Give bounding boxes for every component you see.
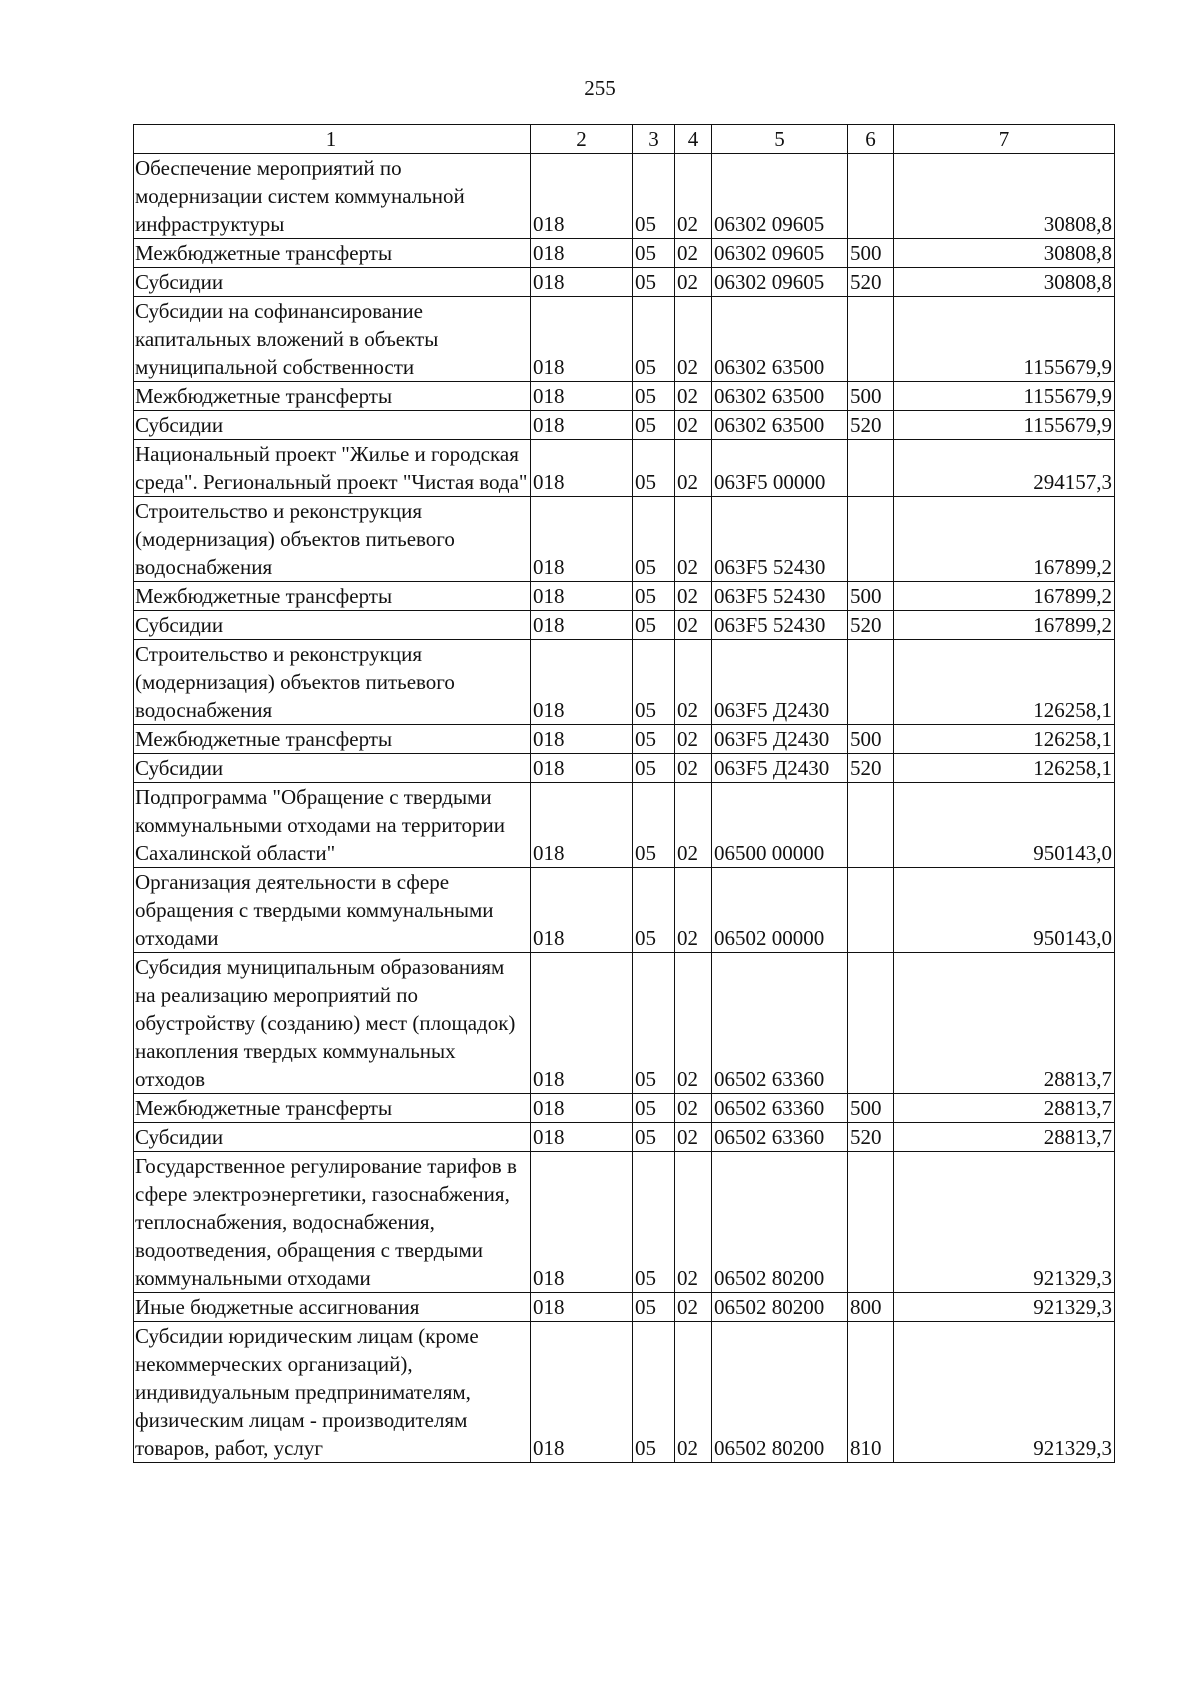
target-article-cell: 06302 09605 bbox=[712, 268, 848, 297]
column-header: 1 bbox=[134, 125, 531, 154]
ministry-code-cell: 018 bbox=[531, 382, 633, 411]
section-cell: 05 bbox=[633, 1293, 675, 1322]
section-cell: 05 bbox=[633, 783, 675, 868]
item-name-cell: Межбюджетные трансферты bbox=[134, 582, 531, 611]
ministry-code-cell: 018 bbox=[531, 1152, 633, 1293]
item-name-cell: Субсидии bbox=[134, 268, 531, 297]
table-row bbox=[134, 582, 1115, 611]
target-article-cell: 06500 00000 bbox=[712, 783, 848, 868]
section-cell: 05 bbox=[633, 497, 675, 582]
item-name-cell: Строительство и реконструкция (модернизация) объектов питьевого водоснабжения bbox=[134, 640, 531, 725]
section-cell: 05 bbox=[633, 1322, 675, 1463]
item-name-cell: Национальный проект "Жилье и городская среда". Региональный проект "Чистая вода" bbox=[134, 440, 531, 497]
target-article-cell: 06302 09605 bbox=[712, 239, 848, 268]
target-article-cell: 06502 63360 bbox=[712, 1123, 848, 1152]
expense-type-cell bbox=[848, 953, 894, 1094]
target-article-cell: 06302 63500 bbox=[712, 297, 848, 382]
target-article-cell: 063F5 00000 bbox=[712, 440, 848, 497]
table-row bbox=[134, 640, 1115, 725]
item-name-cell: Субсидии bbox=[134, 411, 531, 440]
column-header: 2 bbox=[531, 125, 633, 154]
ministry-code-cell: 018 bbox=[531, 783, 633, 868]
item-name-cell: Межбюджетные трансферты bbox=[134, 382, 531, 411]
section-cell: 05 bbox=[633, 154, 675, 239]
table-row bbox=[134, 611, 1115, 640]
ministry-code-cell: 018 bbox=[531, 1322, 633, 1463]
table-row bbox=[134, 411, 1115, 440]
table-row bbox=[134, 1094, 1115, 1123]
subsection-cell: 02 bbox=[675, 497, 712, 582]
amount-cell: 294157,3 bbox=[894, 440, 1115, 497]
target-article-cell: 06502 00000 bbox=[712, 868, 848, 953]
amount-cell: 28813,7 bbox=[894, 1123, 1115, 1152]
ministry-code-cell: 018 bbox=[531, 1293, 633, 1322]
amount-cell: 126258,1 bbox=[894, 640, 1115, 725]
target-article-cell: 063F5 52430 bbox=[712, 497, 848, 582]
ministry-code-cell: 018 bbox=[531, 754, 633, 783]
expense-type-cell: 520 bbox=[848, 268, 894, 297]
ministry-code-cell: 018 bbox=[531, 268, 633, 297]
amount-cell: 126258,1 bbox=[894, 725, 1115, 754]
section-cell: 05 bbox=[633, 582, 675, 611]
item-name-cell: Субсидии bbox=[134, 1123, 531, 1152]
section-cell: 05 bbox=[633, 1123, 675, 1152]
target-article-cell: 063F5 52430 bbox=[712, 611, 848, 640]
target-article-cell: 063F5 Д2430 bbox=[712, 754, 848, 783]
expense-type-cell: 800 bbox=[848, 1293, 894, 1322]
item-name-cell: Межбюджетные трансферты bbox=[134, 725, 531, 754]
column-header: 3 bbox=[633, 125, 675, 154]
amount-cell: 30808,8 bbox=[894, 268, 1115, 297]
target-article-cell: 06502 80200 bbox=[712, 1293, 848, 1322]
table-row bbox=[134, 953, 1115, 1094]
table-row bbox=[134, 725, 1115, 754]
expense-type-cell bbox=[848, 440, 894, 497]
ministry-code-cell: 018 bbox=[531, 497, 633, 582]
ministry-code-cell: 018 bbox=[531, 640, 633, 725]
amount-cell: 921329,3 bbox=[894, 1322, 1115, 1463]
target-article-cell: 06502 63360 bbox=[712, 953, 848, 1094]
target-article-cell: 063F5 Д2430 bbox=[712, 725, 848, 754]
item-name-cell: Организация деятельности в сфере обращения с твердыми коммунальными отходами bbox=[134, 868, 531, 953]
ministry-code-cell: 018 bbox=[531, 297, 633, 382]
table-row bbox=[134, 239, 1115, 268]
item-name-cell: Межбюджетные трансферты bbox=[134, 239, 531, 268]
amount-cell: 950143,0 bbox=[894, 868, 1115, 953]
table-row bbox=[134, 268, 1115, 297]
amount-cell: 167899,2 bbox=[894, 611, 1115, 640]
item-name-cell: Подпрограмма "Обращение с твердыми коммунальными отходами на территории Сахалинской области" bbox=[134, 783, 531, 868]
subsection-cell: 02 bbox=[675, 640, 712, 725]
expense-type-cell: 810 bbox=[848, 1322, 894, 1463]
amount-cell: 28813,7 bbox=[894, 1094, 1115, 1123]
subsection-cell: 02 bbox=[675, 154, 712, 239]
target-article-cell: 063F5 Д2430 bbox=[712, 640, 848, 725]
amount-cell: 126258,1 bbox=[894, 754, 1115, 783]
item-name-cell: Обеспечение мероприятий по модернизации систем коммунальной инфраструктуры bbox=[134, 154, 531, 239]
column-header: 4 bbox=[675, 125, 712, 154]
section-cell: 05 bbox=[633, 1152, 675, 1293]
ministry-code-cell: 018 bbox=[531, 440, 633, 497]
section-cell: 05 bbox=[633, 382, 675, 411]
page-number: 255 bbox=[584, 76, 616, 100]
item-name-cell: Государственное регулирование тарифов в сфере электроэнергетики, газоснабжения, теплоснабжения, водоснабжения, водоотведения, обращения с твердыми коммунальными отходами bbox=[134, 1152, 531, 1293]
amount-cell: 30808,8 bbox=[894, 239, 1115, 268]
subsection-cell: 02 bbox=[675, 953, 712, 1094]
ministry-code-cell: 018 bbox=[531, 154, 633, 239]
ministry-code-cell: 018 bbox=[531, 611, 633, 640]
ministry-code-cell: 018 bbox=[531, 725, 633, 754]
section-cell: 05 bbox=[633, 1094, 675, 1123]
amount-cell: 1155679,9 bbox=[894, 411, 1115, 440]
expense-type-cell: 520 bbox=[848, 754, 894, 783]
column-header: 5 bbox=[712, 125, 848, 154]
amount-cell: 921329,3 bbox=[894, 1293, 1115, 1322]
subsection-cell: 02 bbox=[675, 611, 712, 640]
item-name-cell: Субсидии bbox=[134, 611, 531, 640]
target-article-cell: 06502 63360 bbox=[712, 1094, 848, 1123]
ministry-code-cell: 018 bbox=[531, 239, 633, 268]
table-row bbox=[134, 1123, 1115, 1152]
table-row bbox=[134, 382, 1115, 411]
amount-cell: 1155679,9 bbox=[894, 297, 1115, 382]
section-cell: 05 bbox=[633, 725, 675, 754]
item-name-cell: Межбюджетные трансферты bbox=[134, 1094, 531, 1123]
item-name-cell: Субсидии bbox=[134, 754, 531, 783]
section-cell: 05 bbox=[633, 640, 675, 725]
column-header: 6 bbox=[848, 125, 894, 154]
section-cell: 05 bbox=[633, 868, 675, 953]
table-row bbox=[134, 868, 1115, 953]
subsection-cell: 02 bbox=[675, 1152, 712, 1293]
amount-cell: 921329,3 bbox=[894, 1152, 1115, 1293]
section-cell: 05 bbox=[633, 268, 675, 297]
amount-cell: 167899,2 bbox=[894, 582, 1115, 611]
section-cell: 05 bbox=[633, 754, 675, 783]
subsection-cell: 02 bbox=[675, 1322, 712, 1463]
subsection-cell: 02 bbox=[675, 297, 712, 382]
item-name-cell: Иные бюджетные ассигнования bbox=[134, 1293, 531, 1322]
subsection-cell: 02 bbox=[675, 783, 712, 868]
ministry-code-cell: 018 bbox=[531, 411, 633, 440]
item-name-cell: Субсидии на софинансирование капитальных вложений в объекты муниципальной собственности bbox=[134, 297, 531, 382]
table-header-row bbox=[134, 125, 1115, 154]
ministry-code-cell: 018 bbox=[531, 1094, 633, 1123]
amount-cell: 28813,7 bbox=[894, 953, 1115, 1094]
item-name-cell: Субсидия муниципальным образованиям на реализацию мероприятий по обустройству (созданию) мест (площадок) накопления твердых коммунальных отходов bbox=[134, 953, 531, 1094]
amount-cell: 167899,2 bbox=[894, 497, 1115, 582]
subsection-cell: 02 bbox=[675, 268, 712, 297]
amount-cell: 1155679,9 bbox=[894, 382, 1115, 411]
section-cell: 05 bbox=[633, 953, 675, 1094]
subsection-cell: 02 bbox=[675, 868, 712, 953]
subsection-cell: 02 bbox=[675, 1094, 712, 1123]
amount-cell: 30808,8 bbox=[894, 154, 1115, 239]
expense-type-cell: 520 bbox=[848, 1123, 894, 1152]
table-row bbox=[134, 1322, 1115, 1463]
table-row bbox=[134, 440, 1115, 497]
table-row bbox=[134, 497, 1115, 582]
table-row bbox=[134, 1152, 1115, 1293]
target-article-cell: 06302 09605 bbox=[712, 154, 848, 239]
subsection-cell: 02 bbox=[675, 382, 712, 411]
subsection-cell: 02 bbox=[675, 440, 712, 497]
target-article-cell: 06302 63500 bbox=[712, 411, 848, 440]
table-row bbox=[134, 754, 1115, 783]
table-row bbox=[134, 297, 1115, 382]
section-cell: 05 bbox=[633, 611, 675, 640]
expense-type-cell bbox=[848, 154, 894, 239]
subsection-cell: 02 bbox=[675, 1123, 712, 1152]
section-cell: 05 bbox=[633, 411, 675, 440]
column-header: 7 bbox=[894, 125, 1115, 154]
table-row bbox=[134, 783, 1115, 868]
expense-type-cell: 520 bbox=[848, 411, 894, 440]
ministry-code-cell: 018 bbox=[531, 868, 633, 953]
target-article-cell: 06502 80200 bbox=[712, 1152, 848, 1293]
item-name-cell: Строительство и реконструкция (модернизация) объектов питьевого водоснабжения bbox=[134, 497, 531, 582]
expense-type-cell bbox=[848, 783, 894, 868]
table-body bbox=[134, 125, 1115, 1463]
subsection-cell: 02 bbox=[675, 1293, 712, 1322]
expense-type-cell: 500 bbox=[848, 1094, 894, 1123]
subsection-cell: 02 bbox=[675, 411, 712, 440]
amount-cell: 950143,0 bbox=[894, 783, 1115, 868]
section-cell: 05 bbox=[633, 297, 675, 382]
expense-type-cell bbox=[848, 297, 894, 382]
expense-type-cell bbox=[848, 640, 894, 725]
section-cell: 05 bbox=[633, 239, 675, 268]
ministry-code-cell: 018 bbox=[531, 953, 633, 1094]
expense-type-cell: 500 bbox=[848, 582, 894, 611]
target-article-cell: 06502 80200 bbox=[712, 1322, 848, 1463]
expense-type-cell bbox=[848, 868, 894, 953]
budget-table bbox=[133, 124, 1115, 1463]
subsection-cell: 02 bbox=[675, 754, 712, 783]
expense-type-cell: 500 bbox=[848, 239, 894, 268]
ministry-code-cell: 018 bbox=[531, 582, 633, 611]
table-row bbox=[134, 154, 1115, 239]
expense-type-cell bbox=[848, 497, 894, 582]
subsection-cell: 02 bbox=[675, 239, 712, 268]
table-row bbox=[134, 1293, 1115, 1322]
target-article-cell: 063F5 52430 bbox=[712, 582, 848, 611]
item-name-cell: Субсидии юридическим лицам (кроме некоммерческих организаций), индивидуальным предпринимателям, физическим лицам - производителям товаров, работ, услуг bbox=[134, 1322, 531, 1463]
expense-type-cell: 520 bbox=[848, 611, 894, 640]
subsection-cell: 02 bbox=[675, 725, 712, 754]
section-cell: 05 bbox=[633, 440, 675, 497]
subsection-cell: 02 bbox=[675, 582, 712, 611]
ministry-code-cell: 018 bbox=[531, 1123, 633, 1152]
expense-type-cell bbox=[848, 1152, 894, 1293]
expense-type-cell: 500 bbox=[848, 725, 894, 754]
target-article-cell: 06302 63500 bbox=[712, 382, 848, 411]
expense-type-cell: 500 bbox=[848, 382, 894, 411]
